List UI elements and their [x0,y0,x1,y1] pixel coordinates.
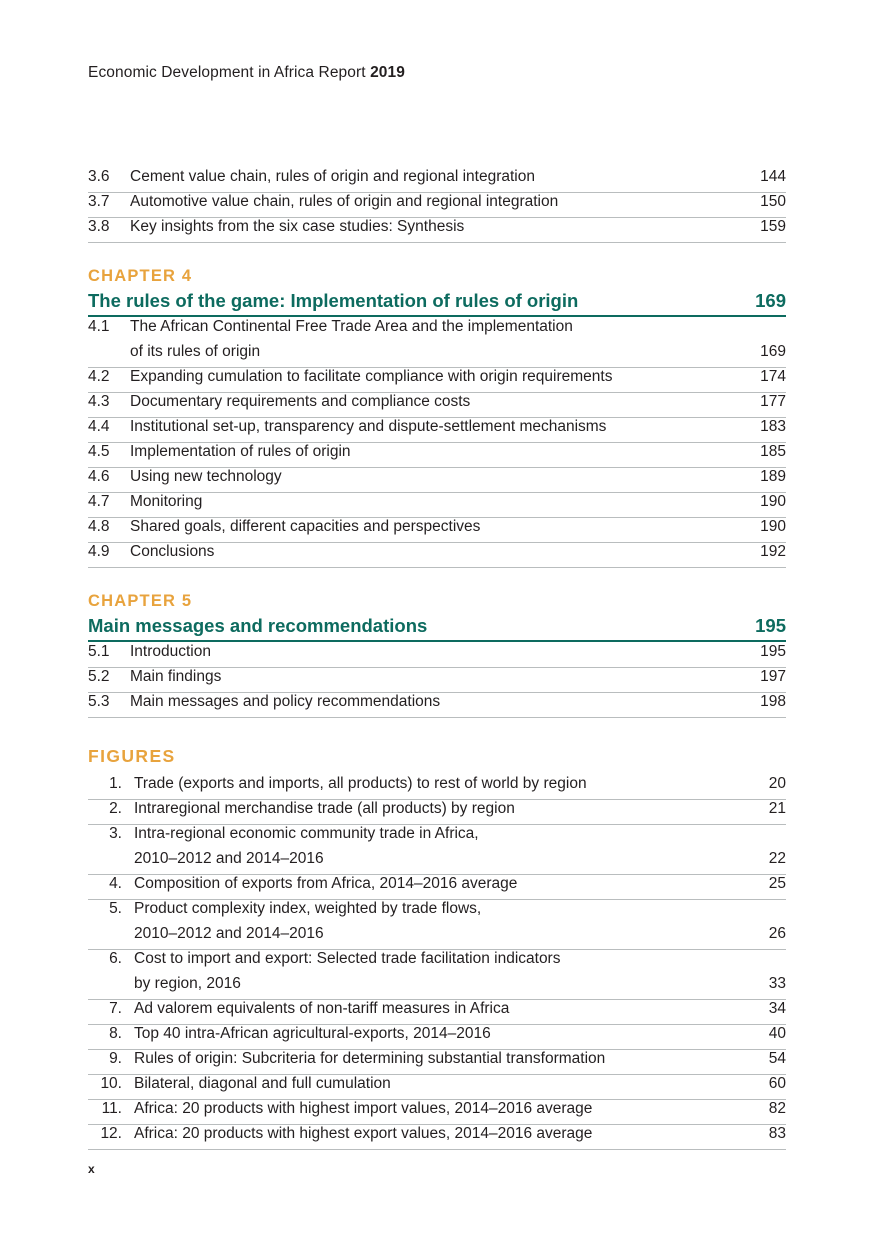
toc-entry[interactable] [88,518,786,543]
figure-entry-number: 8. [109,1025,122,1042]
toc-entry-number: 3.6 [88,168,110,185]
figure-entry[interactable] [88,875,786,900]
toc-entry-number: 5.2 [88,668,110,685]
figure-entry-title: Intraregional merchandise trade (all products) by region [134,800,515,817]
figure-entry-title: Bilateral, diagonal and full cumulation [134,1075,391,1092]
figure-entry-title: Cost to import and export: Selected trade facilitation indicators [134,950,561,967]
toc-entry-page: 192 [760,543,786,560]
figure-entry[interactable] [88,900,786,925]
toc-entry-number: 4.9 [88,543,110,560]
toc-entry-title: Key insights from the six case studies: Synthesis [130,218,465,235]
toc-entry-title-line2: of its rules of origin [130,343,261,360]
toc-entry-page: 190 [760,493,786,510]
toc-entry-page: 169 [760,343,786,360]
figure-entry-page: 60 [768,1075,786,1092]
figure-entry[interactable] [88,1125,786,1150]
toc-entry-page: 183 [760,418,786,435]
toc-entry-title: Main messages and policy recommendations [130,693,441,710]
toc-entry[interactable] [88,468,786,493]
figure-entry-number: 3. [109,825,122,842]
toc-entry[interactable] [88,643,786,668]
toc-entry-title: Introduction [130,643,211,660]
figure-entry-title: Trade (exports and imports, all products) to rest of world by region [134,775,587,792]
toc-entry-number: 5.1 [88,643,110,660]
figure-entry-page: 82 [768,1100,786,1117]
toc-entry-title: Automotive value chain, rules of origin and regional integration [130,193,559,210]
toc-entry-page: 190 [760,518,786,535]
toc-entry[interactable] [88,493,786,518]
toc-entry-number: 4.4 [88,418,110,435]
toc-entry-number: 4.1 [88,318,110,335]
toc-entry[interactable] [88,393,786,418]
figure-entry-title: Ad valorem equivalents of non-tariff measures in Africa [134,1000,510,1017]
toc-entry-title: Implementation of rules of origin [130,443,351,460]
toc-entry-number: 4.3 [88,393,110,410]
figure-entry[interactable] [88,1075,786,1100]
figure-entry-page: 25 [768,875,786,892]
chapter-title: Main messages and recommendations [88,615,428,636]
toc-entry-title: Using new technology [130,468,282,485]
toc-entry-number: 4.2 [88,368,110,385]
toc-entry-page: 197 [760,668,786,685]
chapter-heading[interactable] [88,615,786,642]
figure-entry[interactable] [88,825,786,850]
figure-entry-number: 11. [101,1100,122,1117]
figure-entry-title-line2: 2010–2012 and 2014–2016 [134,925,324,942]
figure-entry-number: 10. [100,1075,122,1092]
figure-entry[interactable] [88,1050,786,1075]
toc-entry-title: Institutional set-up, transparency and dispute-settlement mechanisms [130,418,607,435]
figure-entry-continuation[interactable] [88,925,786,950]
table-of-contents [88,168,786,1150]
page-content [88,0,786,1240]
figure-entry-number: 2. [109,800,122,817]
toc-entry[interactable] [88,418,786,443]
toc-entry-title: Cement value chain, rules of origin and regional integration [130,168,535,185]
running-head-year: 2019 [370,64,405,81]
figure-entry-title: Rules of origin: Subcriteria for determining substantial transformation [134,1050,606,1067]
figure-entry-title: Top 40 intra-African agricultural-exports, 2014–2016 [134,1025,491,1042]
figure-entry-number: 9. [109,1050,122,1067]
running-head [88,64,405,82]
running-head-text: Economic Development in Africa Report [88,64,371,81]
toc-entry-number: 4.6 [88,468,110,485]
figure-entry-number: 1. [109,775,122,792]
toc-entry[interactable] [88,168,786,193]
toc-entry-number: 3.8 [88,218,110,235]
figure-entry-number: 4. [109,875,122,892]
toc-entry-page: 144 [760,168,786,185]
figure-entry-title: Composition of exports from Africa, 2014–2016 average [134,875,518,892]
figure-entry-number: 7. [109,1000,122,1017]
chapter-heading[interactable] [88,290,786,317]
figure-entry-page: 83 [768,1125,786,1142]
chapter-label: CHAPTER 4 [88,267,193,285]
figure-entry-title: Africa: 20 products with highest export values, 2014–2016 average [134,1125,593,1142]
figure-entry-page: 26 [768,925,786,942]
figure-entry[interactable] [88,1000,786,1025]
figure-entry-number: 12. [100,1125,122,1142]
figure-entry[interactable] [88,775,786,800]
toc-entry-number: 4.7 [88,493,110,510]
toc-entry[interactable] [88,668,786,693]
toc-entry-number: 3.7 [88,193,110,210]
toc-entry-page: 159 [760,218,786,235]
figure-entry-title-line2: by region, 2016 [134,975,241,992]
page-folio: x [88,1162,95,1176]
toc-entry[interactable] [88,368,786,393]
figure-entry[interactable] [88,1025,786,1050]
toc-entry-page: 150 [760,193,786,210]
figure-entry-title: Intra-regional economic community trade in Africa, [134,825,479,842]
figure-entry-page: 54 [768,1050,786,1067]
figure-entry-page: 34 [768,1000,786,1017]
toc-entry-page: 174 [760,368,786,385]
figure-entry-number: 5. [109,900,122,917]
figure-entry-number: 6. [109,950,122,967]
figure-entry-page: 21 [768,800,786,817]
toc-entry-title: Documentary requirements and compliance costs [130,393,471,410]
figure-entry[interactable] [88,1100,786,1125]
toc-entry[interactable] [88,218,786,243]
figure-entry-title-line2: 2010–2012 and 2014–2016 [134,850,324,867]
toc-entry-title: Main findings [130,668,222,685]
chapter-title: The rules of the game: Implementation of rules of origin [88,290,579,311]
chapter-label: CHAPTER 5 [88,592,193,610]
toc-entry-page: 189 [760,468,786,485]
toc-entry[interactable] [88,443,786,468]
figure-entry-page: 33 [768,975,786,992]
toc-entry[interactable] [88,318,786,343]
toc-entry-page: 185 [760,443,786,460]
figure-entry-continuation[interactable] [88,975,786,1000]
toc-entry-title: Monitoring [130,493,203,510]
chapter-page: 169 [755,290,786,311]
toc-entry-number: 4.8 [88,518,110,535]
toc-entry-title: Expanding cumulation to facilitate compliance with origin requirements [130,368,613,385]
figure-entry-title: Africa: 20 products with highest import values, 2014–2016 average [134,1100,593,1117]
figure-entry[interactable] [88,950,786,975]
figure-entry-page: 22 [768,850,786,867]
toc-entry-page: 195 [760,643,786,660]
figure-entry-title: Product complexity index, weighted by trade flows, [134,900,482,917]
toc-entry-page: 177 [760,393,786,410]
figure-entry-page: 20 [768,775,786,792]
toc-entry-continuation[interactable] [88,343,786,368]
toc-entry[interactable] [88,693,786,718]
toc-entry-title: The African Continental Free Trade Area and the implementation [130,318,573,335]
figure-entry[interactable] [88,800,786,825]
toc-entry-title: Conclusions [130,543,215,560]
toc-entry-number: 4.5 [88,443,110,460]
figure-entry-continuation[interactable] [88,850,786,875]
figure-entry-page: 40 [768,1025,786,1042]
toc-entry-title: Shared goals, different capacities and perspectives [130,518,481,535]
toc-entry[interactable] [88,543,786,568]
toc-entry[interactable] [88,193,786,218]
toc-entry-number: 5.3 [88,693,110,710]
chapter-page: 195 [755,615,786,636]
toc-entry-page: 198 [760,693,786,710]
figures-section-label: FIGURES [88,746,176,766]
